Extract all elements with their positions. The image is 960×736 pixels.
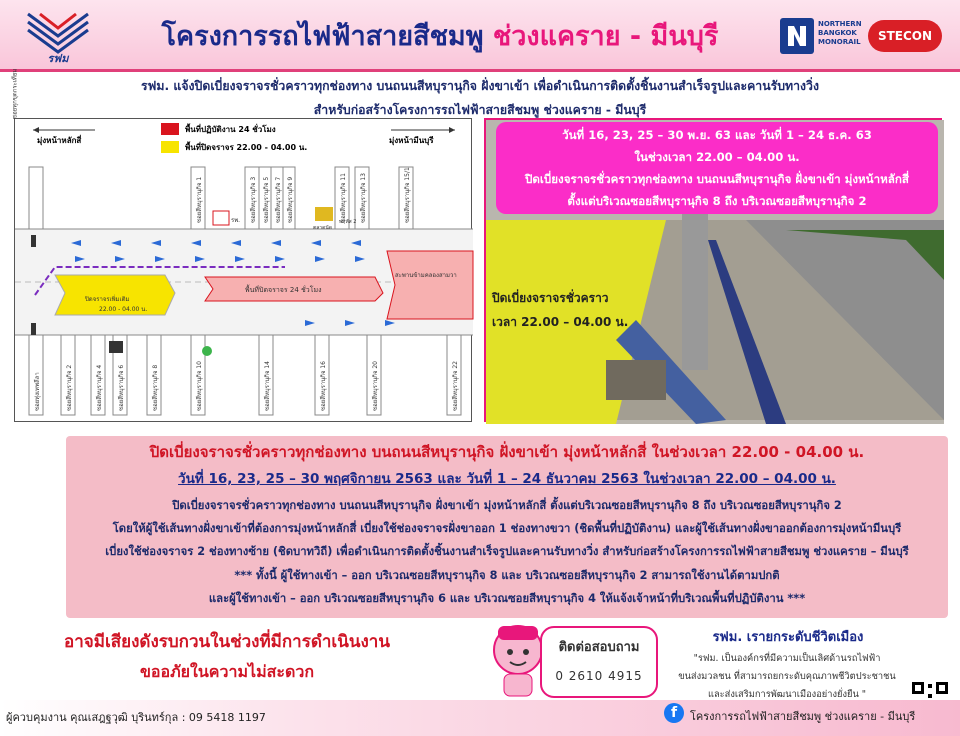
photo-info-box — [496, 122, 938, 214]
bottom-soi-label-0: ซอยทุ่งเทพลีลา — [34, 372, 41, 411]
bus-stop-icon — [109, 341, 123, 353]
bottom-soi-label-1: ซอยสีหบุรานุกิจ 2 — [66, 364, 73, 411]
legend-label-red: พื้นที่ปฏิบัติงาน 24 ชั่วโมง — [185, 125, 276, 134]
quote-line-1: "รฟม. เป็นองค์กรที่มีความเป็นเลิศด้านรถไฟฟ้า — [693, 653, 881, 664]
green-circle-icon — [202, 346, 212, 356]
contact-title: ติดต่อสอบถาม — [558, 640, 640, 655]
bottom-soi-label-9: ซอยสีหบุรานุกิจ 22 — [452, 360, 459, 411]
poi-market-label: ตลาดนัด — [313, 225, 333, 231]
supervisor-contact: ผู้ควบคุมงาน คุณเสฎฐวุฒิ บุรินทร์กุล : 09 5418 1197 — [6, 711, 266, 724]
bottom-soi-label-7: ซอยสีหบุรานุกิจ 16 — [320, 360, 327, 411]
details-line-2: โดยให้ผู้ใช้เส้นทางฝั่งขาเข้าที่ต้องการมุ่งหน้าหลักสี่ เบี่ยงใช้ช่องจราจรฝั่งขาออก 1 ช่องทางขวา (ชิดพื้นที่ปฏิบัติงาน) และผู้ใช้เส้นทางฝั่งขาออกต้องการมุ่งหน้ามีนบุรี — [112, 522, 902, 536]
photo-info-line-3: ปิดเบี่ยงจราจรชั่วคราวทุกช่องทาง บนถนนสีหบุรานุกิจ ฝั่งขาเข้า มุ่งหน้าหลักสี่ — [525, 172, 909, 186]
top-soi-label-1: ซอยสีหบุรานุกิจ 1 — [196, 176, 203, 223]
yellow-label-1: ปิดจราจรเพิ่มเติม — [85, 296, 130, 303]
bottom-soi-label-5: ซอยสีหบุรานุกิจ 10 — [196, 360, 203, 411]
photo-info-line-4: ตั้งแต่บริเวณซอยสีหบุรานุกิจ 8 ถึง บริเวณซอยสีหบุรานุกิจ 2 — [567, 194, 867, 208]
top-soi-0 — [29, 167, 43, 229]
mrta-slogan: รฟม. เรายกระดับชีวิตเมือง — [712, 630, 864, 645]
contact-box — [540, 626, 658, 698]
traffic-diagram-svg — [11, 68, 473, 423]
apology-text: ขออภัยในความไม่สะดวก — [139, 662, 315, 681]
bottom-soi-label-6: ซอยสีหบุรานุกิจ 14 — [264, 360, 271, 411]
poi-market-sublabel: พฤหัส 2 — [339, 219, 357, 225]
poi-hospital-label: รพ. — [231, 217, 241, 224]
quote-line-2: ขนส่งมวลชน ที่สามารถยกระดับคุณภาพชีวิตประชาชน — [678, 671, 896, 682]
top-soi-label-2: ซอยสีหบุรานุกิจ 3 — [250, 176, 257, 223]
top-soi-label-0: ซอยทุกขุดกระเทียม — [11, 68, 19, 119]
noise-warning: อาจมีเสียงดังรบกวนในช่วงที่มีการดำเนินงาน — [64, 632, 390, 652]
photo-material-stack — [606, 360, 666, 400]
bottom-soi-label-8: ซอยสีหบุรานุกิจ 20 — [372, 360, 379, 411]
photo-info-line-2: ในช่วงเวลา 22.00 – 04.00 น. — [634, 150, 800, 164]
title-highlight: ช่วงแคราย - มีนบุรี — [492, 21, 719, 52]
photo-overlay-line-2: เวลา 22.00 – 04.00 น. — [492, 315, 629, 329]
mrta-logo — [18, 8, 98, 64]
details-date: วันที่ 16, 23, 25 – 30 พฤศจิกายน 2563 และ วันที่ 1 – 24 ธันวาคม 2563 ในช่วงเวลา 22.00 – 04.00 น. — [178, 471, 836, 487]
details-title: ปิดเบี่ยงจราจรชั่วคราวทุกช่องทาง บนถนนสีหบุรานุกิจ ฝั่งขาเข้า มุ่งหน้าหลักสี่ ในช่วงเวลา 22.00 - 04.00 น. — [149, 443, 865, 461]
red-work-zone-right — [387, 251, 473, 319]
traffic-light-icon — [31, 323, 36, 335]
details-line-1: ปิดเบี่ยงจราจรชั่วคราวทุกช่องทาง บนถนนสีหบุรานุกิจ ฝั่งขาเข้า มุ่งหน้าหลักสี่ ตั้งแต่บริเวณซอยสีหบุรานุกิจ 8 ถึง บริเวณซอยสีหบุรานุกิจ 2 — [172, 499, 842, 512]
facebook-page-name[interactable]: โครงการรถไฟฟ้าสายสีชมพู ช่วงแคราย - มีนบุรี — [690, 710, 916, 723]
top-soi-label-4: ซอยสีหบุรานุกิจ 7 — [275, 176, 282, 223]
notice-text — [20, 74, 940, 122]
notice-line-2: สำหรับก่อสร้างโครงการรถไฟฟ้าสายสีชมพู ช่วงแคราย - มีนบุรี — [313, 103, 647, 117]
top-soi-label-5: ซอยสีหบุรานุกิจ 9 — [287, 176, 294, 223]
legend-swatch-red — [161, 123, 179, 135]
details-line-4: *** ทั้งนี้ ผู้ใช้ทางเข้า – ออก บริเวณซอยสีหบุรานุกิจ 8 และ บริเวณซอยสีหบุรานุกิจ 2 สามารถใช้งานได้ตามปกติ — [234, 568, 780, 582]
top-soi-label-7: ซอยสีหบุรานุกิจ 13 — [360, 172, 367, 223]
stecon-logo: STECON — [868, 20, 942, 52]
quote-line-3: และส่งเสริมการพัฒนาเมืองอย่างยั่งยืน " — [707, 689, 867, 700]
contact-phone[interactable]: 0 2610 4915 — [555, 669, 643, 683]
red-zone-label: พื้นที่ปิดจราจร 24 ชั่วโมง — [245, 286, 322, 294]
dir-right-label: มุ่งหน้ามีนบุรี — [389, 136, 434, 145]
arrow-left-icon — [33, 127, 39, 133]
facebook-icon[interactable]: f — [664, 703, 684, 723]
photo-overlay-line-1: ปิดเบี่ยงจราจรชั่วคราว — [492, 291, 609, 305]
page-title — [110, 14, 770, 57]
top-soi-label-6: ซอยสีหบุรานุกิจ 11 — [340, 172, 347, 223]
photo-info-line-1: วันที่ 16, 23, 25 – 30 พ.ย. 63 และ วันที่ 1 – 24 ธ.ค. 63 — [562, 128, 872, 142]
bottom-soi-label-2: ซอยสีหบุรานุกิจ 4 — [96, 364, 103, 411]
arrow-right-icon — [449, 127, 455, 133]
photo-overlay-label — [492, 286, 642, 334]
photo-pier — [682, 210, 708, 370]
top-soi-label-3: ซอยสีหบุรานุกิจ 5 — [263, 176, 270, 223]
nbm-logo-text: NORTHERN BANGKOK MONORAIL — [818, 20, 862, 46]
bridge-label: สะพานข้ามคลองสามวา — [395, 272, 457, 279]
market-icon — [315, 207, 333, 221]
title-main: โครงการรถไฟฟ้าสายสีชมพู — [161, 21, 484, 52]
bottom-soi-label-4: ซอยสีหบุรานุกิจ 8 — [152, 364, 159, 411]
hospital-icon — [213, 211, 229, 225]
traffic-diagram — [11, 68, 472, 422]
bottom-soi-label-3: ซอยสีหบุรานุกิจ 6 — [118, 364, 125, 411]
details-body — [66, 494, 948, 610]
legend-label-yellow: พื้นที่ปิดจราจร 22.00 - 04.00 น. — [185, 143, 308, 152]
dir-left-label: มุ่งหน้าหลักสี่ — [37, 136, 82, 145]
yellow-label-2: 22.00 - 04.00 น. — [99, 306, 148, 313]
details-line-3: เบี่ยงใช้ช่องจราจร 2 ช่องทางซ้าย (ชิดบาทวิถี) เพื่อดำเนินการติดตั้งชิ้นงานสำเร็จรูปและคานรับทางวิ่ง สำหรับก่อสร้างโครงการรถไฟฟ้าสายสีชมพู ช่วงแคราย – มีนบุรี — [105, 545, 909, 559]
mrta-logo-text: รฟม — [47, 52, 69, 65]
nbm-logo — [780, 18, 814, 54]
notice-line-1: รฟม. แจ้งปิดเบี่ยงจราจรชั่วคราวทุกช่องทาง บนถนนสีหบุรานุกิจ ฝั่งขาเข้า เพื่อดำเนินการติดตั้งชิ้นงานสำเร็จรูปและคานรับทางวิ่ง — [141, 79, 819, 93]
mrta-quote — [664, 650, 910, 704]
top-soi-label-8: ซอยสีหบุรานุกิจ 15/1 — [404, 167, 411, 223]
bottom-soi-group — [29, 335, 461, 415]
traffic-light-icon — [31, 235, 36, 247]
legend-swatch-yellow — [161, 141, 179, 153]
details-line-5: และผู้ใช้ทางเข้า – ออก บริเวณซอยสีหบุรานุกิจ 6 และ บริเวณซอยสีหบุรานุกิจ 4 ให้แจ้งเจ้าหน้าที่บริเวณพื้นที่ปฏิบัติงาน *** — [208, 591, 806, 605]
